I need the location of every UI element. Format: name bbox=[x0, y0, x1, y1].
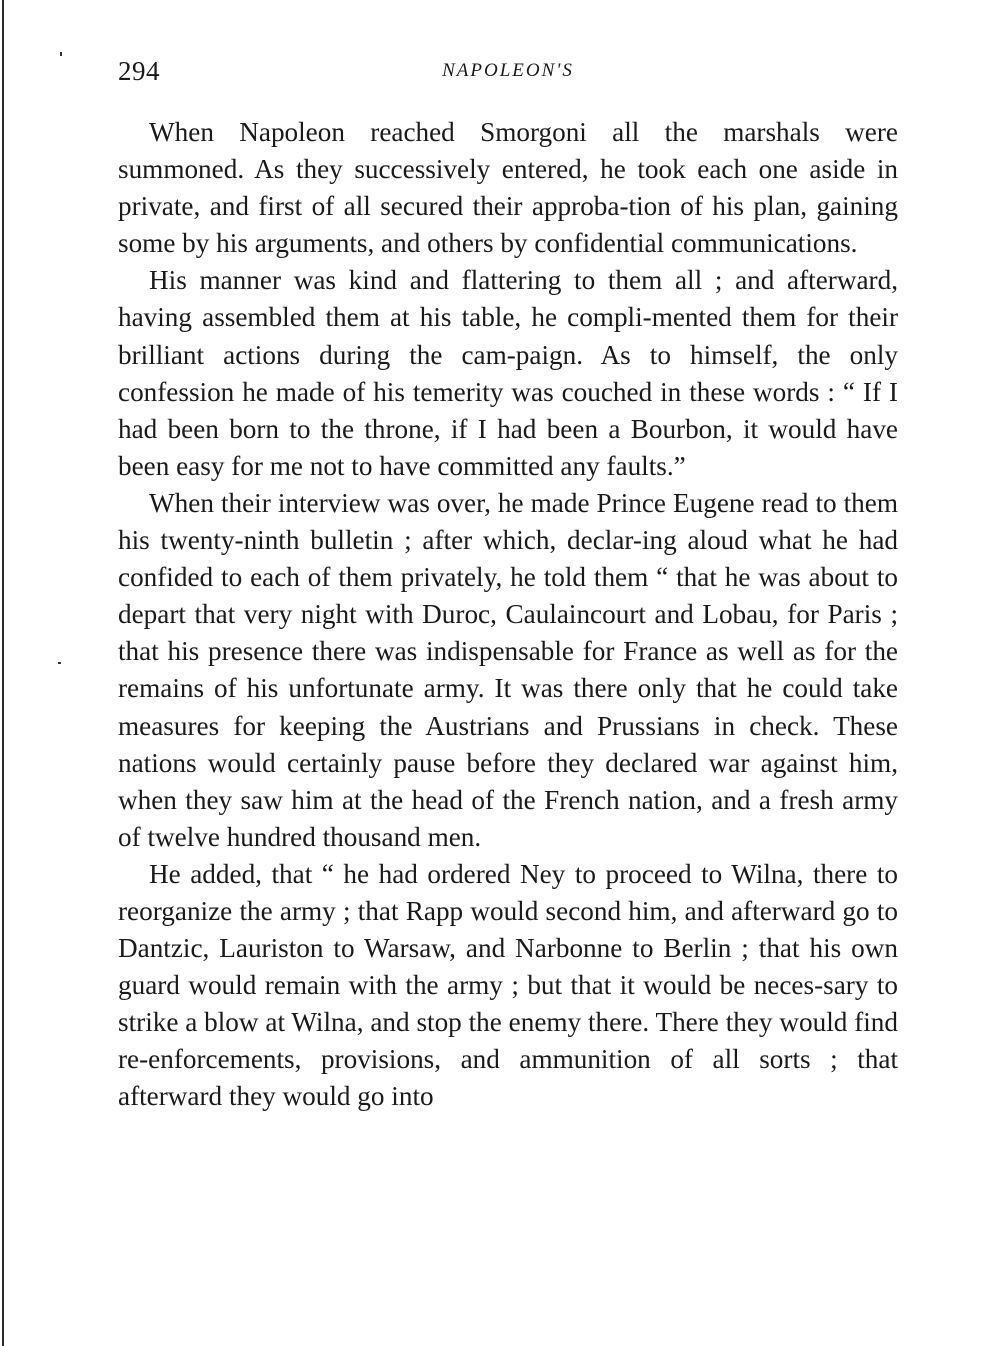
paragraph: When Napoleon reached Smorgoni all the marshals were summoned. As they successively entered, he took each one aside in private, and first of all secured their approba-tion of his plan, gaining some by his arguments, and others by confidential communications. bbox=[118, 117, 898, 259]
paragraph: He added, that “ he had ordered Ney to proceed to Wilna, there to reorganize the army ; that Rapp would second him, and afterward go to Dantzic, Lauriston to Warsaw, and Narbonne to Berlin ; that his own guard would remain with the army ; but that it would be neces-sary to strike a blow at Wilna, and stop the enemy there. There they would find re-enforcements, provisions, and ammunition of all sorts ; that afterward they would go into bbox=[118, 858, 898, 1112]
page-number: 294 bbox=[118, 56, 160, 86]
running-title: NAPOLEON'S bbox=[442, 60, 574, 81]
paragraph: His manner was kind and flattering to them all ; and afterward, having assembled them at his table, he compli-mented them for their brilliant actions during the cam-paign. As to himself, the only confession he made of his temerity was couched in these words : “ If I had been born to the throne, if I had been a Bourbon, it would have been easy for me not to have committed any faults.” bbox=[118, 265, 898, 481]
scan-speck bbox=[60, 52, 62, 56]
scan-speck bbox=[58, 662, 61, 664]
body-text bbox=[118, 114, 898, 1116]
running-head bbox=[118, 56, 898, 92]
book-page bbox=[118, 56, 898, 1116]
paragraph: When their interview was over, he made Prince Eugene read to them his twenty-ninth bulletin ; after which, declar-ing aloud what he had confided to each of them privately, he told them “ that he was about to depart that very night with Duroc, Caulaincourt and Lobau, for Paris ; that his presence there was indispensable for France as well as for the remains of his unfortunate army. It was there only that he could take measures for keeping the Austrians and Prussians in check. These nations would certainly pause before they declared war against him, when they saw him at the head of the French nation, and a fresh army of twelve hundred thousand men. bbox=[118, 487, 898, 852]
scan-binding-edge bbox=[2, 0, 4, 1346]
